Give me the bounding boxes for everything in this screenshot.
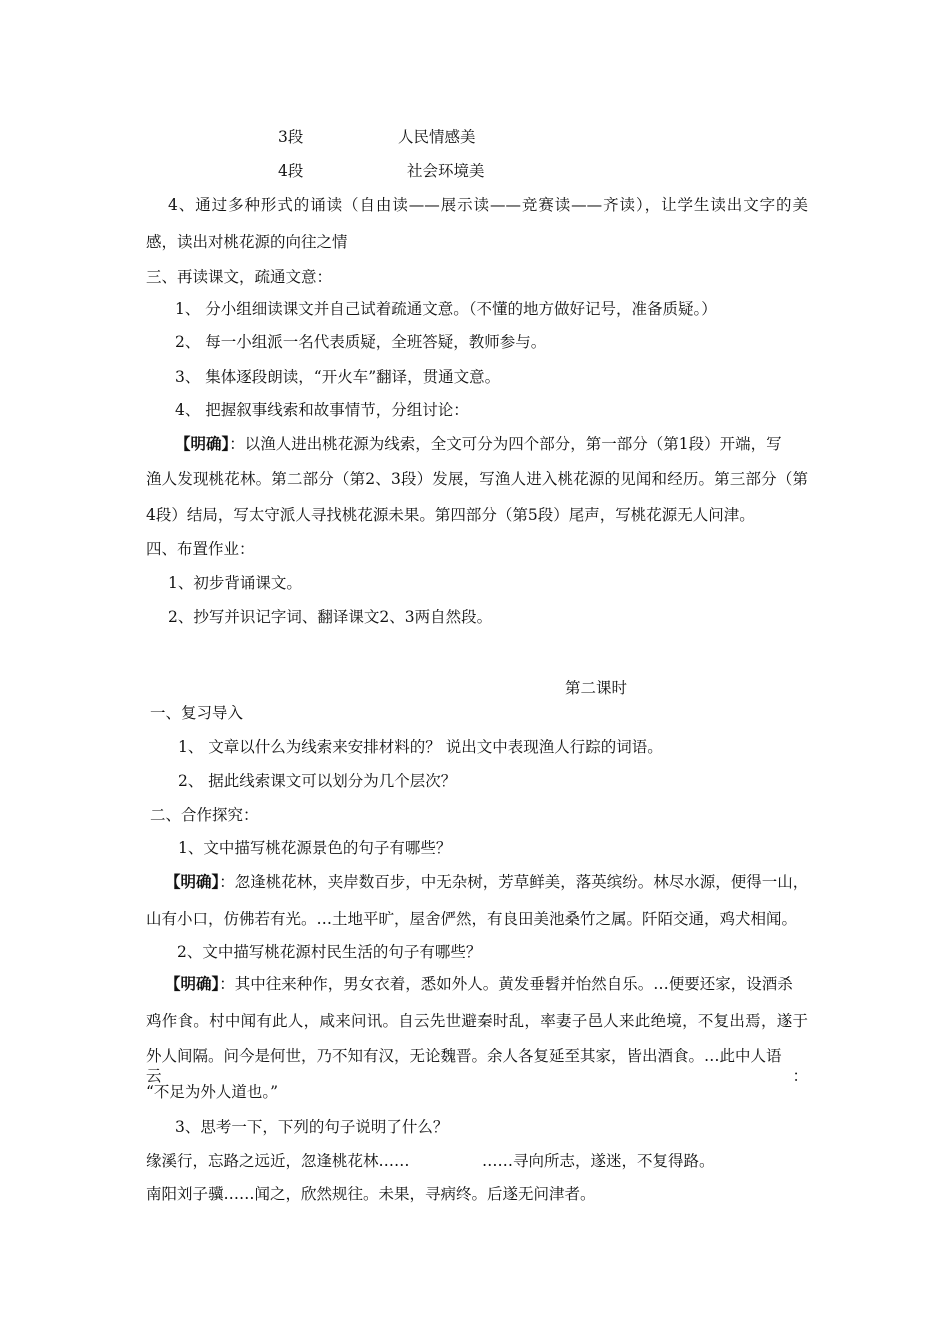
section-heading: 四、布置作业： bbox=[146, 540, 255, 558]
text-line: 人民情感美 bbox=[398, 128, 476, 146]
text-line: “不足为外人道也。” bbox=[146, 1083, 279, 1101]
text-line: 3、思考一下，下列的句子说明了什么？ bbox=[175, 1118, 449, 1136]
text-line: 2、文中描写桃花源村民生活的句子有哪些？ bbox=[177, 943, 482, 961]
text-line: 南阳刘子骥……闻之，欣然规往。未果，寻病终。后遂无问津者。 bbox=[146, 1185, 596, 1203]
text-span: ：以渔人进出桃花源为线索，全文可分为四个部分，第一部分（第1段）开端，写 bbox=[229, 435, 782, 453]
text-line: 缘溪行，忘路之远近，忽逢桃花林…… bbox=[146, 1152, 410, 1170]
text-line: 感，读出对桃花源的向往之情 bbox=[146, 233, 348, 251]
text-line: 4、 把握叙事线索和故事情节，分组讨论： bbox=[175, 401, 469, 419]
answer-tag: 【明确】 bbox=[165, 872, 220, 891]
text-line: 渔人发现桃花林。第二部分（第2、3段）发展，写渔人进入桃花源的见闻和经历。第三部分（第 bbox=[146, 470, 808, 488]
answer-line bbox=[165, 974, 793, 994]
answer-line bbox=[165, 872, 808, 892]
text-span: ：忽逢桃花林，夹岸数百步，中无杂树，芳草鲜美，落英缤纷。林尽水源，便得一山， bbox=[219, 873, 809, 891]
text-line: ……寻向所志，遂迷，不复得路。 bbox=[482, 1152, 715, 1170]
text-line: 1、 分小组细读课文并自己试着疏通文意。（不懂的地方做好记号，准备质疑。） bbox=[175, 300, 717, 318]
text-line: 4段 bbox=[278, 162, 304, 180]
text-line: 2、 每一小组派一名代表质疑，全班答疑，教师参与。 bbox=[175, 333, 547, 351]
section-heading: 二、合作探究： bbox=[150, 806, 259, 824]
text-line: 3段 bbox=[278, 128, 304, 146]
section-heading: 一、复习导入 bbox=[150, 704, 244, 722]
text-line: 4段）结局，写太守派人寻找桃花源未果。第四部分（第5段）尾声，写桃花源无人问津。 bbox=[146, 506, 755, 524]
section-heading: 三、再读课文，疏通文意： bbox=[146, 268, 333, 286]
text-line: 3、 集体逐段朗读，“开火车”翻译，贯通文意。 bbox=[175, 368, 501, 386]
text-line: 1、初步背诵课文。 bbox=[168, 574, 302, 592]
text-line: 山有小口，仿佛若有光。…土地平旷，屋舍俨然，有良田美池桑竹之属。阡陌交通，鸡犬相闻。 bbox=[146, 910, 798, 928]
text-line: 鸡作食。村中闻有此人，咸来问讯。自云先世避秦时乱，率妻子邑人来此绝境，不复出焉，遂于 bbox=[146, 1012, 808, 1030]
text-line: 2、 据此线索课文可以划分为几个层次？ bbox=[178, 772, 457, 790]
text-line: 1、文中描写桃花源景色的句子有哪些？ bbox=[178, 839, 452, 857]
answer-tag: 【明确】 bbox=[175, 434, 230, 453]
text-line: 1、 文章以什么为线索来安排材料的？ 说出文中表现渔人行踪的词语。 bbox=[178, 738, 663, 756]
text-line: 2、抄写并识记字词、翻译课文2、3两自然段。 bbox=[168, 608, 493, 626]
text-span: ：其中往来种作，男女衣着，悉如外人。黄发垂髫并怡然自乐。…便要还家，设酒杀 bbox=[219, 975, 793, 993]
answer-tag: 【明确】 bbox=[165, 974, 220, 993]
text-line: 社会环境美 bbox=[407, 162, 485, 180]
text-line: 4、通过多种形式的诵读（自由读——展示读——竞赛读——齐读），让学生读出文字的美 bbox=[168, 196, 808, 214]
text-line: 外人间隔。问今是何世，乃不知有汉，无论魏晋。余人各复延至其家，皆出酒食。…此中人语云： bbox=[146, 1047, 808, 1085]
answer-line bbox=[175, 434, 782, 454]
lesson-title: 第二课时 bbox=[565, 679, 628, 697]
